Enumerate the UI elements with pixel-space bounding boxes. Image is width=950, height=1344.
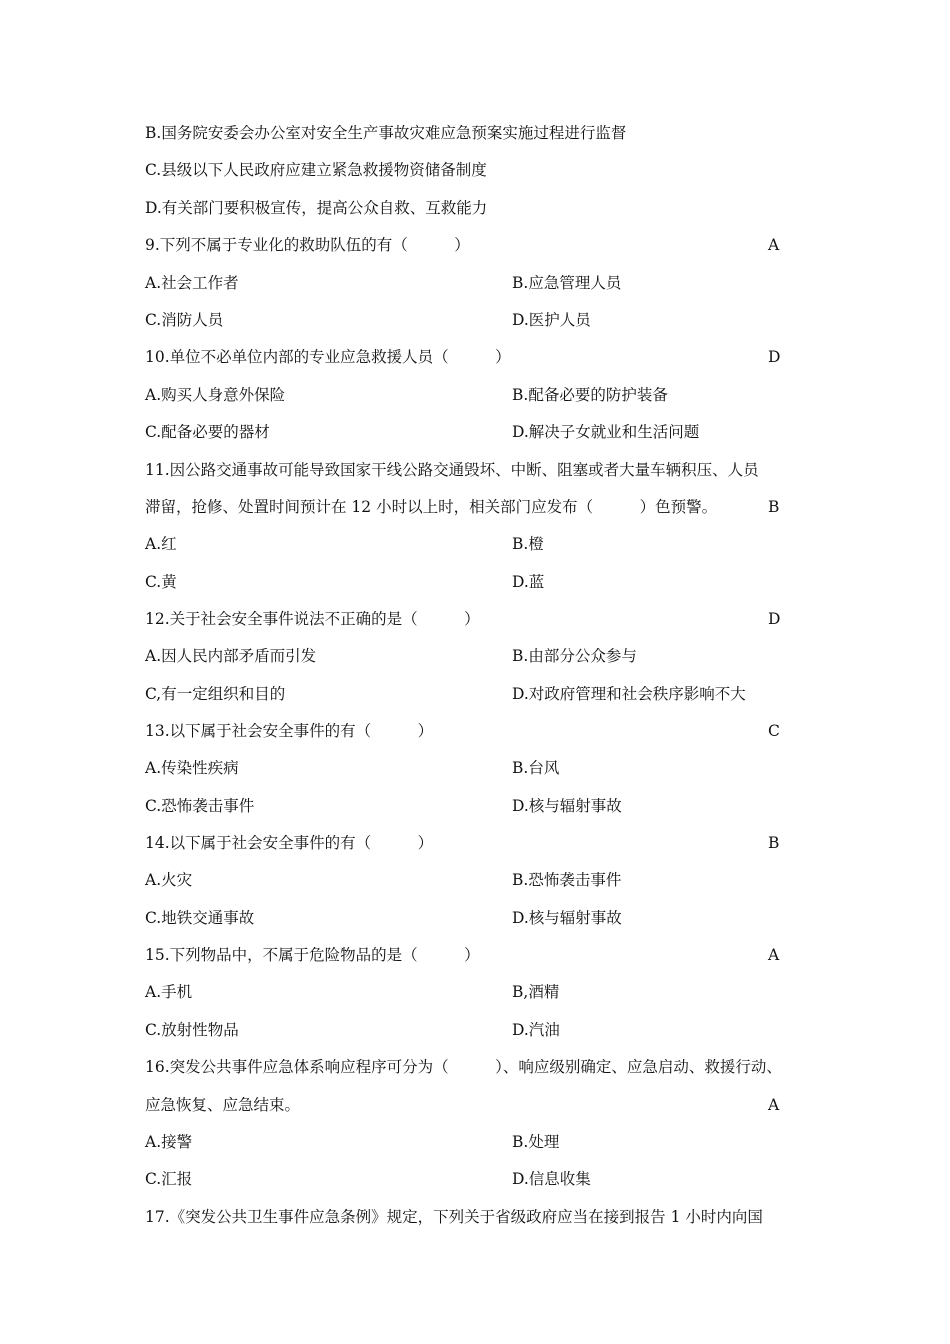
option-d: D.解决子女就业和生活问题 xyxy=(512,423,700,441)
intro-line: C.县级以下人民政府应建立紧急救援物资储备制度 xyxy=(145,161,487,179)
question-stem: 12.关于社会安全事件说法不正确的是（ ） xyxy=(145,610,480,628)
answer-key: C xyxy=(768,722,780,740)
answer-key: A xyxy=(768,1096,780,1114)
question-stem: 10.单位不必单位内部的专业应急救援人员（ ） xyxy=(145,348,511,366)
answer-key: A xyxy=(768,946,780,964)
option-c: C.黄 xyxy=(145,573,177,591)
option-c: C.恐怖袭击事件 xyxy=(145,797,255,815)
option-d: D.核与辐射事故 xyxy=(512,797,622,815)
option-a: A.购买人身意外保险 xyxy=(145,386,286,404)
option-a: A.火灾 xyxy=(145,871,193,889)
option-a: A.因人民内部矛盾而引发 xyxy=(145,647,317,665)
option-c: C,有一定组织和目的 xyxy=(145,685,286,703)
option-d: D.汽油 xyxy=(512,1021,560,1039)
option-b: B.由部分公众参与 xyxy=(512,647,637,665)
intro-line: D.有关部门要积极宣传，提高公众自救、互救能力 xyxy=(145,199,488,217)
option-c: C.地铁交通事故 xyxy=(145,909,255,927)
option-a: A.手机 xyxy=(145,983,193,1001)
option-d: D.蓝 xyxy=(512,573,545,591)
option-a: A.接警 xyxy=(145,1133,193,1151)
question-stem-cont: 滞留，抢修、处置时间预计在 12 小时以上时，相关部门应发布（ ）色预警。 xyxy=(145,498,718,516)
option-d: D.信息收集 xyxy=(512,1170,591,1188)
question-stem: 15.下列物品中，不属于危险物品的是（ ） xyxy=(145,946,480,964)
option-c: C.放射性物品 xyxy=(145,1021,239,1039)
option-b: B.处理 xyxy=(512,1133,560,1151)
question-stem: 16.突发公共事件应急体系响应程序可分为（ ）、响应级别确定、应急启动、救援行动、 xyxy=(145,1058,782,1076)
answer-key: D xyxy=(768,348,781,366)
option-a: A.传染性疾病 xyxy=(145,759,239,777)
option-d: D.医护人员 xyxy=(512,311,591,329)
answer-key: A xyxy=(768,236,780,254)
question-stem: 17.《突发公共卫生事件应急条例》规定，下列关于省级政府应当在接到报告 1 小时内向国 xyxy=(145,1208,763,1226)
answer-key: B xyxy=(768,834,780,852)
option-c: C.配备必要的器材 xyxy=(145,423,270,441)
option-c: C.汇报 xyxy=(145,1170,193,1188)
option-a: A.红 xyxy=(145,535,177,553)
option-b: B.台风 xyxy=(512,759,560,777)
option-b: B.配备必要的防护装备 xyxy=(512,386,668,404)
option-b: B,酒精 xyxy=(512,983,560,1001)
option-d: D.对政府管理和社会秩序影响不大 xyxy=(512,685,746,703)
option-b: B.应急管理人员 xyxy=(512,274,622,292)
question-stem: 9.下列不属于专业化的救助队伍的有（ ） xyxy=(145,236,470,254)
question-stem: 11.因公路交通事故可能导致国家干线公路交通毁坏、中断、阻塞或者大量车辆积压、人员 xyxy=(145,461,759,479)
question-stem: 14.以下属于社会安全事件的有（ ） xyxy=(145,834,434,852)
option-a: A.社会工作者 xyxy=(145,274,239,292)
option-d: D.核与辐射事故 xyxy=(512,909,622,927)
question-stem: 13.以下属于社会安全事件的有（ ） xyxy=(145,722,434,740)
question-stem-cont: 应急恢复、应急结束。 xyxy=(145,1096,301,1114)
option-c: C.消防人员 xyxy=(145,311,224,329)
answer-key: B xyxy=(768,498,780,516)
option-b: B.恐怖袭击事件 xyxy=(512,871,622,889)
option-b: B.橙 xyxy=(512,535,544,553)
answer-key: D xyxy=(768,610,781,628)
intro-line: B.国务院安委会办公室对安全生产事故灾难应急预案实施过程进行监督 xyxy=(145,124,627,142)
